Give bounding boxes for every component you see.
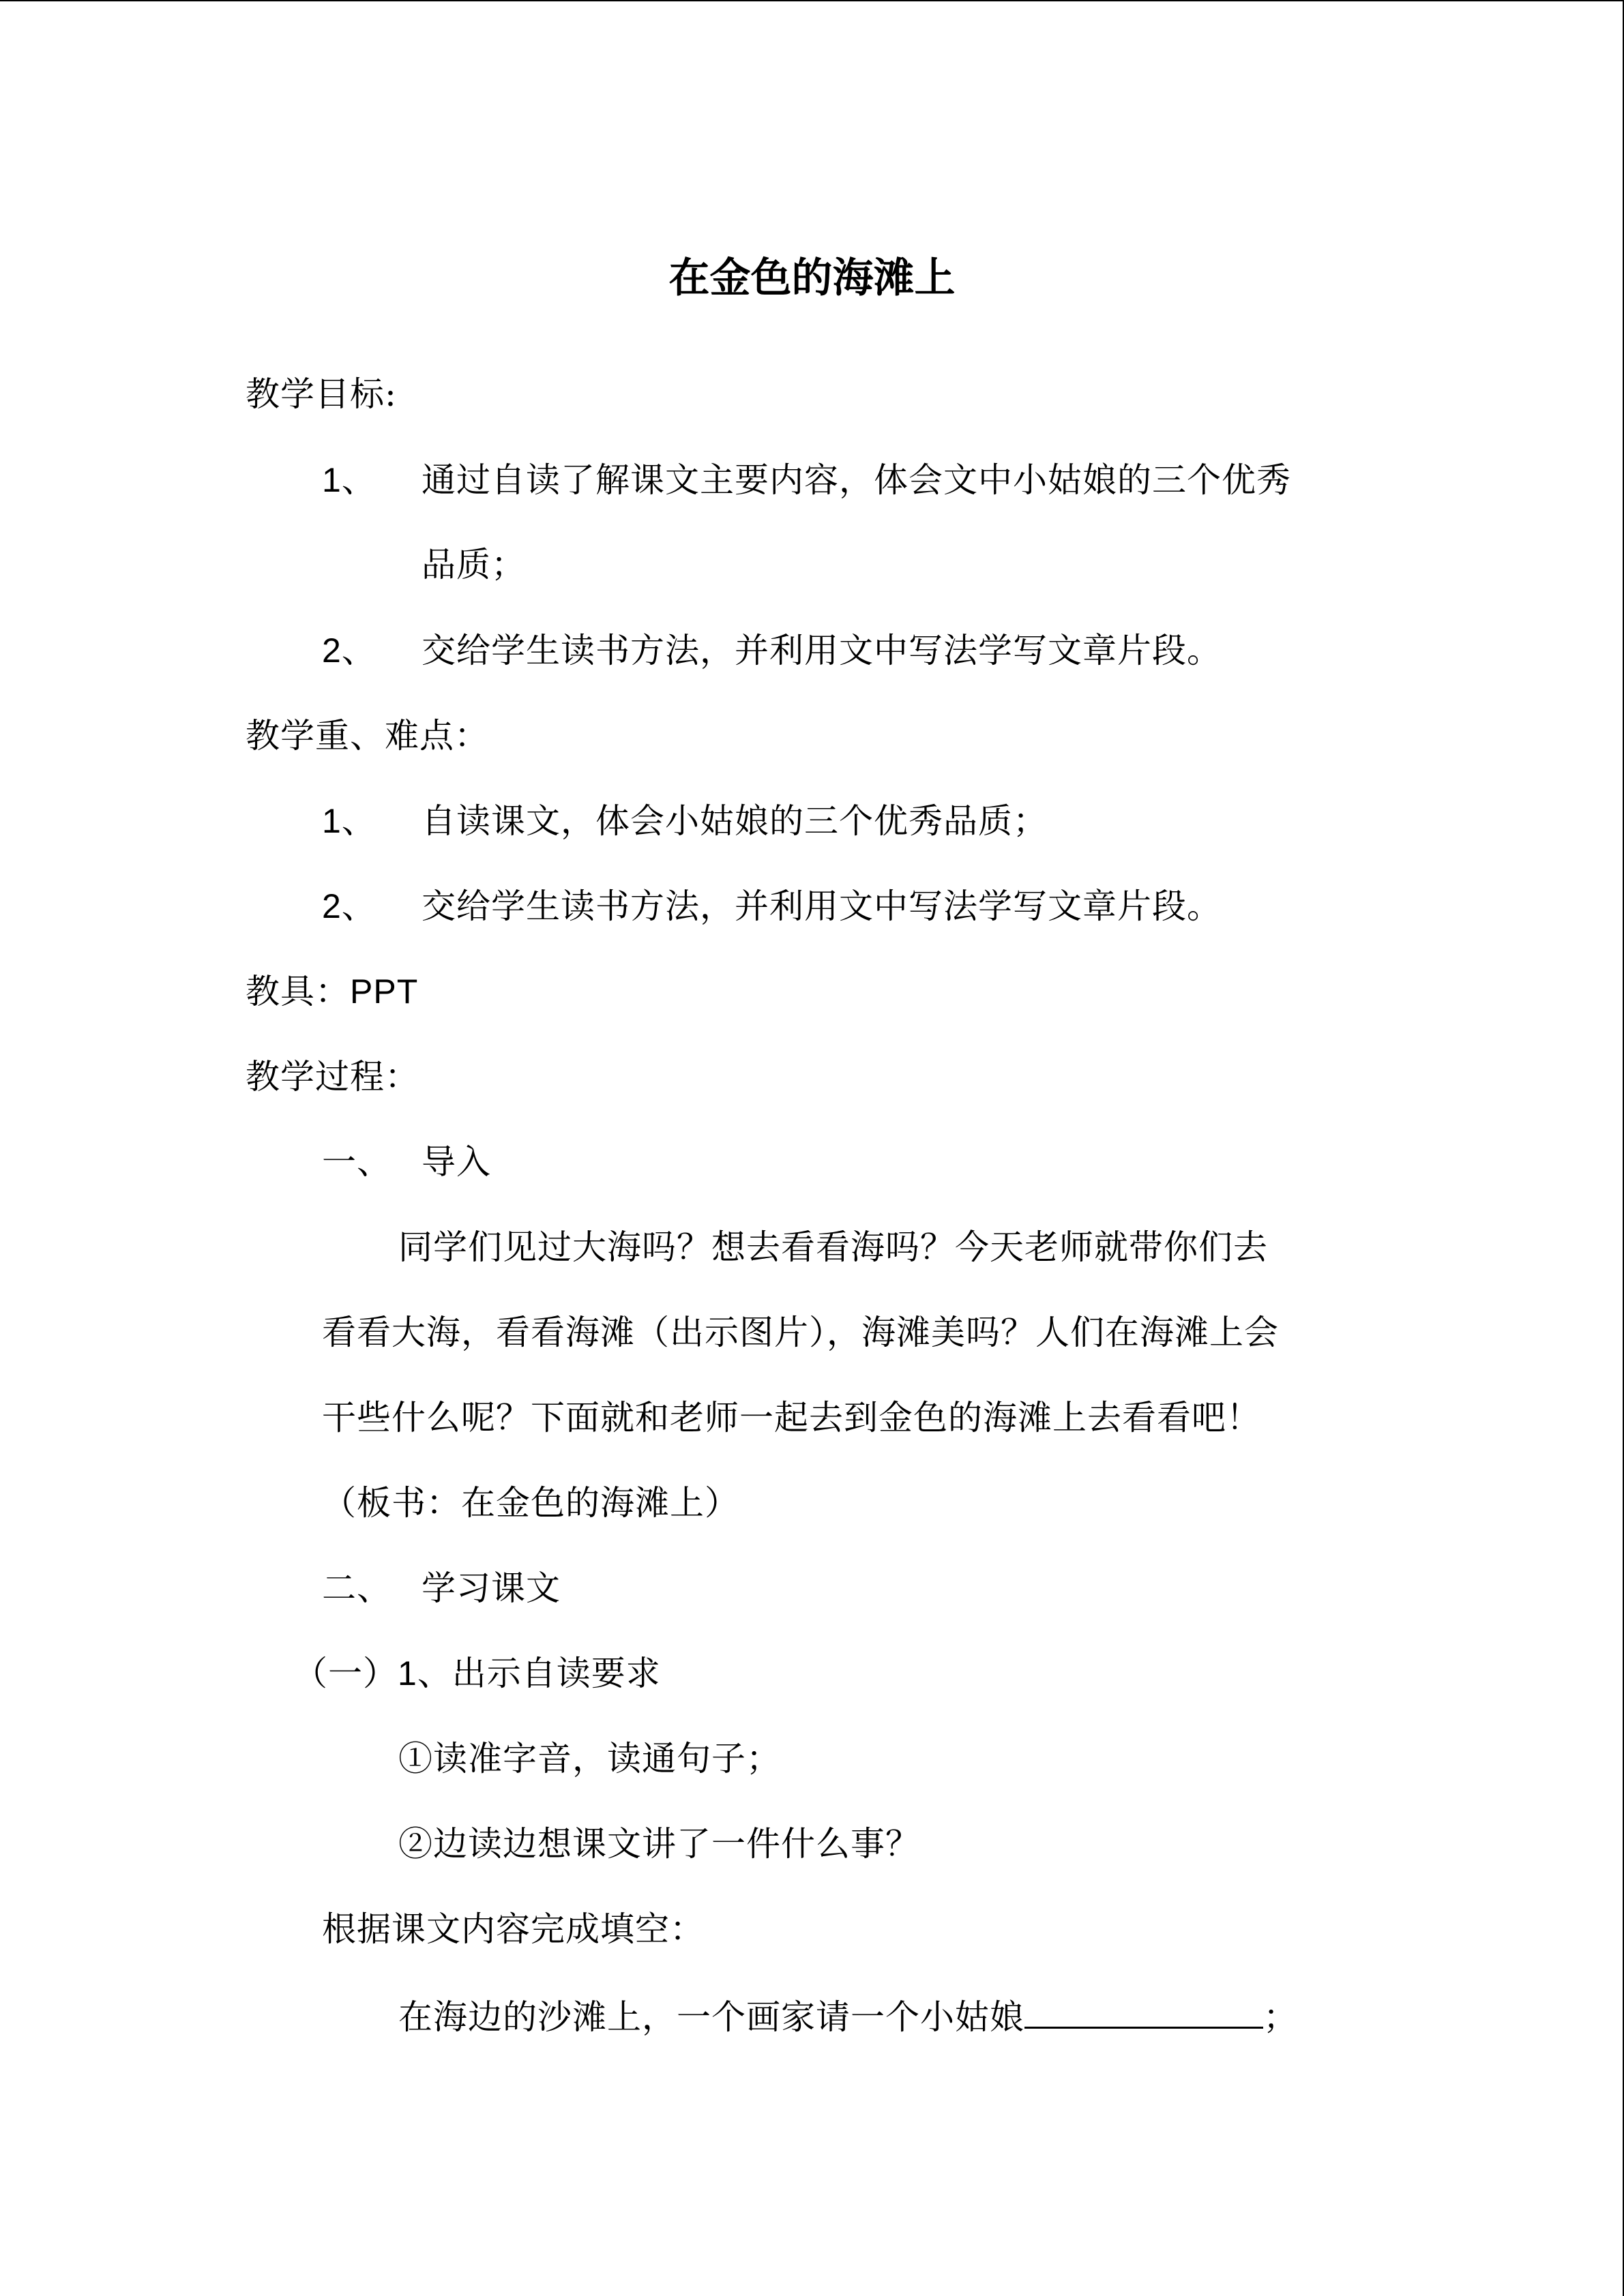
document-title: 在金色的海滩上 bbox=[668, 254, 956, 302]
intro-paragraph-line-3: 干些什么呢？下面就和老师一起去到金色的海滩上去看看吧！ bbox=[322, 1398, 1261, 1437]
objective-2-text: 交给学生读书方法，并利用文中写法学写文章片段。 bbox=[422, 631, 1222, 670]
process-heading: 教学过程： bbox=[246, 1057, 419, 1097]
section-1-title: 导入 bbox=[422, 1142, 491, 1182]
tools-line bbox=[246, 971, 418, 1012]
subsection-heading bbox=[293, 1653, 661, 1694]
fill-sentence bbox=[398, 1994, 1298, 2038]
key-points-heading: 教学重、难点： bbox=[246, 716, 489, 756]
intro-paragraph-line-4: （板书：在金色的海滩上） bbox=[322, 1483, 739, 1523]
intro-paragraph-line-1: 同学们见过大海吗？想去看看海吗？今天老师就带你们去 bbox=[398, 1227, 1268, 1267]
objective-1-line1: 通过自读了解课文主要内容，体会文中小姑娘的三个优秀 bbox=[422, 460, 1291, 500]
fill-blank[interactable] bbox=[1024, 1994, 1263, 2029]
intro-paragraph-line-2: 看看大海，看看海滩（出示图片），海滩美吗？人们在海滩上会 bbox=[322, 1313, 1279, 1352]
tools-value: PPT bbox=[350, 972, 419, 1011]
key-point-1-text: 自读课文，体会小姑娘的三个优秀品质； bbox=[422, 801, 1048, 841]
key-point-1-number: 1、 bbox=[322, 802, 377, 840]
subsection-text: 、出示自读要求 bbox=[417, 1654, 661, 1693]
key-point-2-number: 2、 bbox=[322, 887, 377, 925]
objective-1-line2: 品质； bbox=[422, 545, 526, 584]
fill-sentence-end: ； bbox=[1263, 1997, 1298, 2037]
subsection-prefix: （一） bbox=[293, 1654, 398, 1693]
fill-sentence-text: 在海边的沙滩上，一个画家请一个小姑娘 bbox=[398, 1997, 1024, 2037]
section-1-number: 一、 bbox=[322, 1142, 392, 1182]
objectives-heading: 教学目标: bbox=[246, 374, 397, 414]
requirement-2: ②边读边想课文讲了一件什么事？ bbox=[398, 1824, 920, 1864]
key-point-2-text: 交给学生读书方法，并利用文中写法学写文章片段。 bbox=[422, 886, 1222, 926]
section-2-title: 学习课文 bbox=[422, 1568, 561, 1608]
requirement-1: ①读准字音，读通句子； bbox=[398, 1739, 781, 1778]
objective-1-number: 1、 bbox=[322, 461, 377, 499]
fill-instruction: 根据课文内容完成填空： bbox=[322, 1909, 705, 1949]
objective-2-number: 2、 bbox=[322, 631, 377, 670]
section-2-number: 二、 bbox=[322, 1568, 392, 1608]
subsection-number: 1 bbox=[398, 1654, 417, 1693]
tools-label: 教具： bbox=[246, 972, 350, 1011]
